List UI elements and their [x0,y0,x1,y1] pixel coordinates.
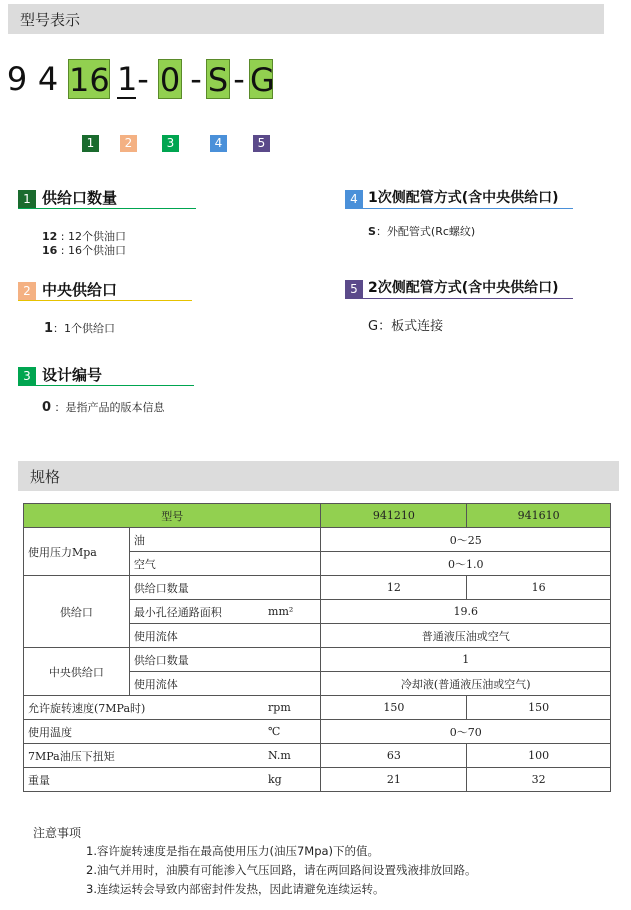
pressure-air: 空气 [129,552,321,576]
code-separator: - [190,60,202,98]
code-separator: - [137,60,149,98]
central-fluid: 使用流体 [129,672,321,696]
item-title-supply-count: 供给口数量 [42,189,118,207]
speed-value-1: 150 [321,696,467,720]
central-count-value: 1 [321,648,611,672]
supply-area-value: 19.6 [321,600,611,624]
torque-value-2: 100 [467,744,611,768]
item-number-4: 4 [345,190,363,208]
item-number-1: 1 [18,190,36,208]
table-row [24,504,611,528]
torque-label: 7MPa油压下扭矩 [24,744,265,768]
supply-count-value-1: 12 [321,576,467,600]
supply-label: 供给口 [24,576,130,648]
code-digit-4: 4 [37,60,59,98]
item-underline [345,298,573,299]
speed-value-2: 150 [467,696,611,720]
weight-label: 重量 [24,768,265,792]
item-line: 1：1个供给口 [44,321,116,336]
central-count: 供给口数量 [129,648,321,672]
speed-unit: rpm [264,696,321,720]
pressure-air-value: 0～1.0 [321,552,611,576]
central-fluid-value: 冷却液(普通液压油或空气) [321,672,611,696]
table-row [24,720,611,744]
pressure-label: 使用压力Mpa [24,528,130,576]
item-underline [18,300,192,301]
item-number-2: 2 [18,282,36,300]
header-model: 型号 [24,504,321,528]
item-line: 0 ：是指产品的版本信息 [42,400,165,415]
index-box-2: 2 [120,135,137,152]
index-box-1: 1 [82,135,99,152]
code-secondary-piping: G [250,61,275,99]
code-digit-9: 9 [6,60,28,98]
torque-value-1: 63 [321,744,467,768]
supply-area-unit: mm² [264,600,321,624]
supply-fluid-value: 普通液压油或空气 [321,624,611,648]
code-supply-count: 16 [69,61,110,99]
temp-label: 使用温度 [24,720,265,744]
item-title-design-number: 设计编号 [42,366,103,384]
supply-fluid: 使用流体 [129,624,321,648]
header-model-2: 941610 [467,504,611,528]
table-row [24,768,611,792]
index-box-5: 5 [253,135,270,152]
code-primary-piping: S [207,61,229,99]
pressure-oil-value: 0～25 [321,528,611,552]
table-row [24,528,611,552]
notes-title: 注意事项 [33,826,82,840]
section-title: 规格 [30,468,61,486]
supply-count-value-2: 16 [467,576,611,600]
item-line: S：外配管式(Rc螺纹) [368,225,476,238]
code-separator: - [233,60,245,98]
table-row [24,648,611,672]
torque-unit: N.m [264,744,321,768]
section-header-spec [18,461,619,491]
weight-value-1: 21 [321,768,467,792]
item-title-central-supply: 中央供给口 [42,281,118,299]
spec-table [23,503,611,792]
item-title-primary-piping: 1次侧配管方式(含中央供给口) [368,190,559,206]
item-line: 16 : 16个供油口 [42,244,127,257]
table-row [24,576,611,600]
note-2: 2.油气并用时，油膜有可能渗入气压回路，请在两回路间设置残液排放回路。 [86,863,477,877]
item-underline [18,208,196,209]
central-label: 中央供给口 [24,648,130,696]
item-number-5: 5 [345,280,363,298]
item-title-secondary-piping: 2次侧配管方式(含中央供给口) [368,280,559,296]
index-box-4: 4 [210,135,227,152]
note-3: 3.连续运转会导致内部密封件发热，因此请避免连续运转。 [86,882,385,896]
speed-label: 允许旋转速度(7MPa时) [24,696,265,720]
supply-area: 最小孔径通路面积 [129,600,264,624]
temp-unit: ℃ [264,720,321,744]
section-header-model [8,4,604,34]
item-underline [345,208,573,209]
code-central-supply: 1 [117,60,138,98]
table-row [24,696,611,720]
weight-value-2: 32 [467,768,611,792]
item-underline [18,385,194,386]
code-design-number: 0 [159,61,181,99]
supply-count: 供给口数量 [129,576,321,600]
item-line: 12 : 12个供油口 [42,230,127,243]
index-box-3: 3 [162,135,179,152]
pressure-oil: 油 [129,528,321,552]
note-1: 1.容许旋转速度是指在最高使用压力(油压7Mpa)下的值。 [86,844,380,858]
table-row [24,744,611,768]
item-line: G：板式连接 [368,319,444,334]
header-model-1: 941210 [321,504,467,528]
section-title: 型号表示 [20,11,81,29]
temp-value: 0～70 [321,720,611,744]
weight-unit: kg [264,768,321,792]
item-number-3: 3 [18,367,36,385]
